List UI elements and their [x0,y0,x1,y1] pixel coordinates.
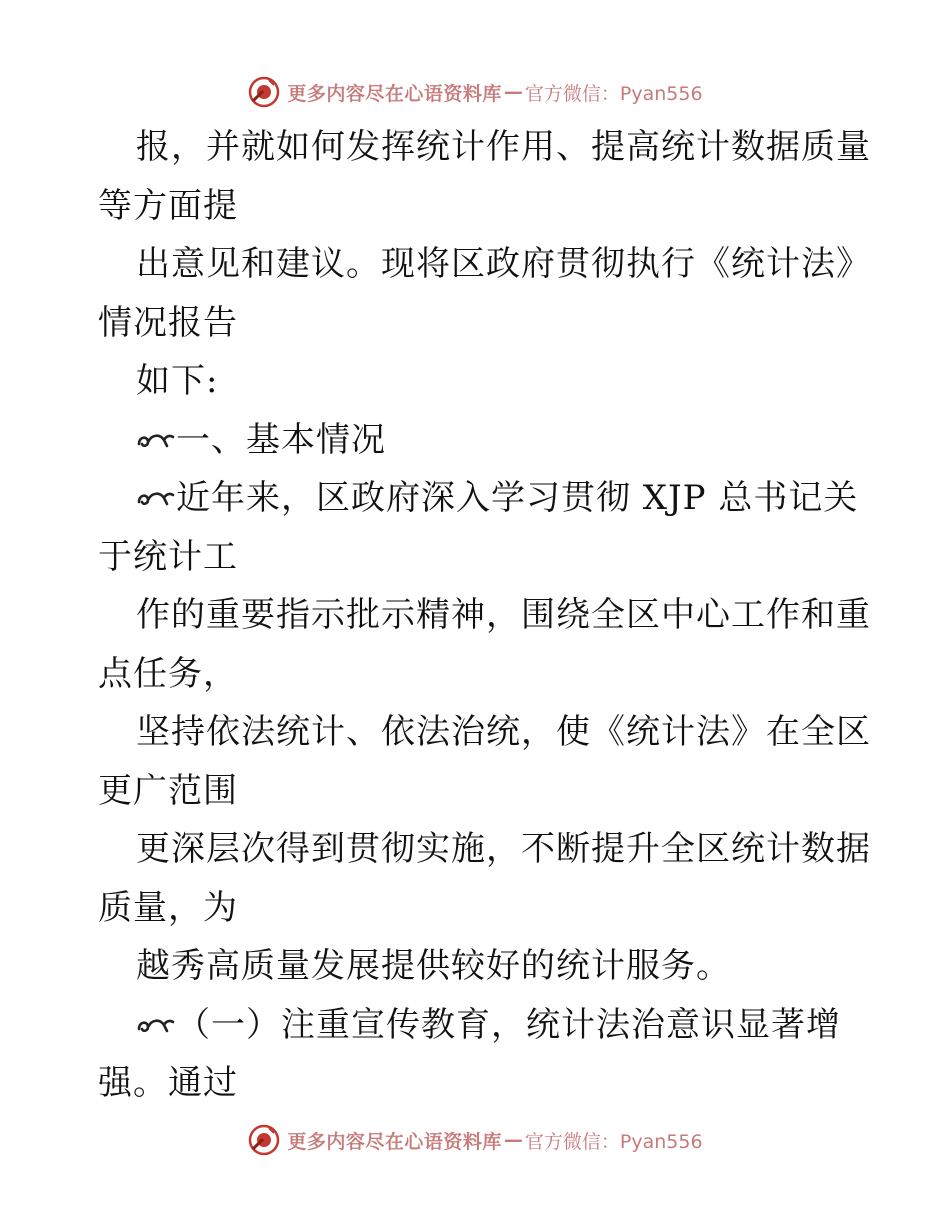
body-line: 报，并就如何发挥统计作用、提高统计数据质量 [136,127,871,167]
brand-logo-icon [247,1123,281,1157]
body-line: 强。通过 [98,1063,238,1103]
body-line: 于统计工 [98,536,238,577]
header-dash: — [503,81,523,103]
body-line: 越秀高质量发展提供较好的统计服务。 [136,946,731,986]
footer-banner [0,1120,950,1160]
brand-logo-icon [247,75,281,109]
body-line: 更深层次得到贯彻实施，不断提升全区统计数据 [136,829,871,869]
subsection-heading-text: （一）注重宣传教育，统计法治意识显著增 [176,1004,841,1045]
body-line: 质量，为 [98,887,238,928]
footer-brand-text: 更多内容尽在心语资料库 [287,1130,502,1153]
body-line: 等方面提 [98,185,238,226]
scroll-ornament-icon [136,426,176,454]
footer-wechat-text: 官方微信：Pyan556 [524,1130,703,1153]
section-heading-line [98,411,868,470]
paragraph-start-text: 近年来，区政府深入学习贯彻 XJP 总书记关 [176,478,859,518]
body-line: 更广范围 [98,770,238,811]
body-line: 如下: [136,361,219,401]
header-wechat-text: 官方微信：Pyan556 [524,82,703,105]
body-line: 情况报告 [98,302,238,343]
subsection-heading-line [98,996,868,1055]
body-line: 出意见和建议。现将区政府贯彻执行《统计法》 [136,244,871,284]
header-brand-text: 更多内容尽在心语资料库 [287,82,502,105]
body-line: 点任务， [98,653,238,694]
section-heading-text: 一、基本情况 [176,419,386,460]
footer-dash: — [503,1129,523,1151]
paragraph-start-line [98,469,868,528]
body-line: 坚持依法统计、依法治统，使《统计法》在全区 [136,712,871,752]
scroll-ornament-icon [136,1011,176,1039]
body-line: 作的重要指示批示精神，围绕全区中心工作和重 [136,595,871,635]
document-body [98,118,871,1113]
header-banner [0,72,950,112]
scroll-ornament-icon [136,484,176,512]
